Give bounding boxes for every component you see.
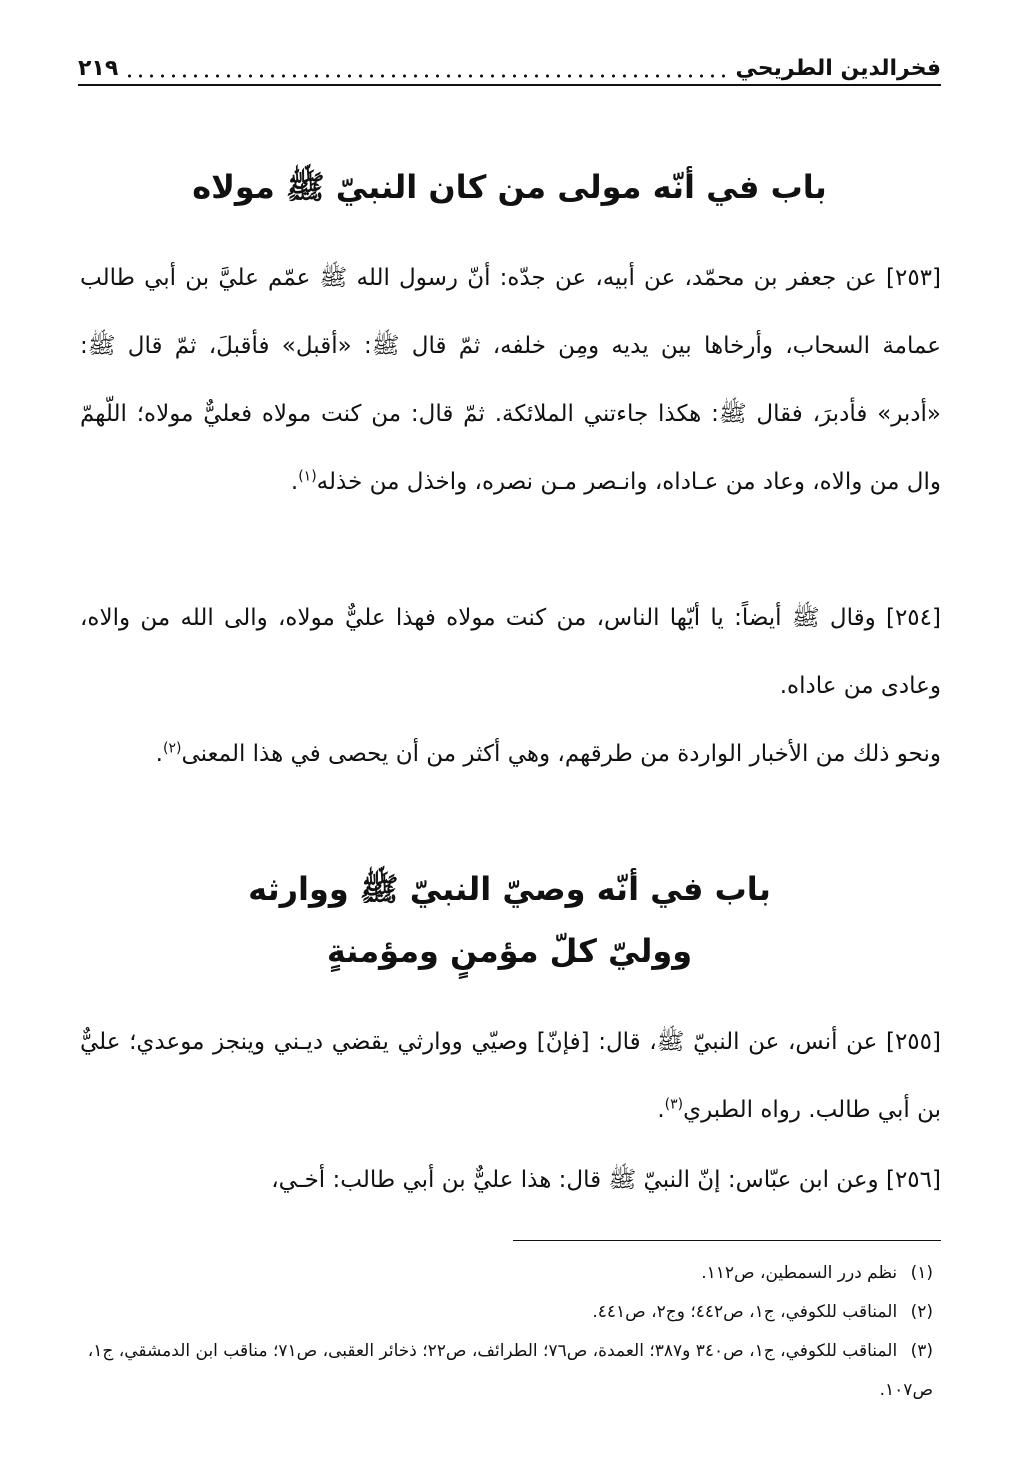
chapter-2-title-line-2: ووليّ كلّ مؤمنٍ ومؤمنةٍ — [326, 932, 693, 970]
footnote-marker: (١) — [298, 468, 317, 485]
sentence-end: . — [657, 1097, 665, 1123]
hadith-255 — [80, 1008, 941, 1144]
hadith-number: [٢٥٣] — [885, 265, 942, 291]
footnote-marker: (٢) — [162, 740, 182, 757]
footnote-text: المناقب للكوفي، ج١، ص٣٤٠ و٣٨٧؛ العمدة، ص٧٦؛ الطرائف، ص٢٢؛ ذخائر العقبى، ص٧١؛ مناقب ابن الدمشقي، ج١، ص١٠٧. — [87, 1341, 933, 1400]
running-header-title: فخرالدين الطريحي — [735, 56, 941, 81]
hadith-256 — [80, 1146, 941, 1214]
closing-remark — [80, 720, 941, 788]
remark-text: ونحو ذلك من الأخبار الواردة من طرقهم، وهي أكثر من أن يحصى في هذا المعنى — [181, 741, 941, 767]
sentence-end: . — [290, 469, 299, 495]
leader-dots — [124, 74, 729, 78]
footnote-number: (٣) — [910, 1341, 933, 1361]
footnote-marker: (٣) — [664, 1096, 684, 1113]
footnote-number: (١) — [910, 1263, 933, 1283]
hadith-text: وقال ﷺ أيضاً: يا أيّها الناس، من كنت مولاه فهذا عليٌّ مولاه، والى الله من والاه، وعادى من عاداه. — [80, 605, 941, 699]
hadith-number: [٢٥٤] — [885, 605, 941, 631]
hadith-text: عن جعفر بن محمّد، عن أبيه، عن جدّه: أنّ رسول الله ﷺ عمّم عليَّ بن أبي طالب عمامة السحاب، وأرخاها بين يديه ومِن خلفه، ثمّ قال ﷺ: «أقبل» فأقبلَ، ثمّ قال ﷺ: «أدبر» فأدبرَ، فقال ﷺ: هكذا جاءتني الملائكة. ثمّ قال: من كنت مولاه فعليٌّ مولاه؛ اللّهمّ وال من والاه، وعاد من عـاداه، وانـصر مـن نصره، واخذل من خذله — [80, 265, 941, 495]
chapter-heading-1 — [78, 156, 941, 218]
sentence-end: . — [155, 741, 163, 767]
footnote-number: (٢) — [910, 1302, 933, 1322]
footnote-text: نظم درر السمطين، ص١١٢. — [701, 1263, 898, 1283]
footnote-3 — [80, 1332, 933, 1410]
footnotes — [80, 1254, 933, 1410]
hadith-254 — [80, 584, 941, 720]
hadith-text: وعن ابن عبّاس: إنّ النبيّ ﷺ قال: هذا عليٌّ بن أبي طالب: أخـي، — [271, 1167, 879, 1193]
footnote-divider — [513, 1240, 941, 1241]
page-number: ٢١٩ — [78, 56, 119, 81]
hadith-253 — [80, 244, 941, 516]
hadith-number: [٢٥٥] — [885, 1029, 941, 1055]
footnote-2 — [80, 1293, 933, 1332]
chapter-2-title-line-1: باب في أنّه وصيّ النبيّ ﷺ ووارثه — [248, 870, 771, 908]
chapter-1-title: باب في أنّه مولى من كان النبيّ ﷺ مولاه — [192, 168, 827, 206]
running-header — [78, 44, 941, 86]
footnote-1 — [80, 1254, 933, 1293]
footnote-text: المناقب للكوفي، ج١، ص٤٤٢؛ وج٢، ص٤٤١. — [592, 1302, 898, 1322]
chapter-heading-2 — [78, 858, 941, 982]
hadith-number: [٢٥٦] — [885, 1167, 941, 1193]
hadith-text: عن أنس، عن النبيّ ﷺ، قال: [فإنّ] وصيّي ووارثي يقضي ديـني وينجز موعدي؛ عليٌّ بن أبي طالب. رواه الطبري — [80, 1029, 941, 1123]
